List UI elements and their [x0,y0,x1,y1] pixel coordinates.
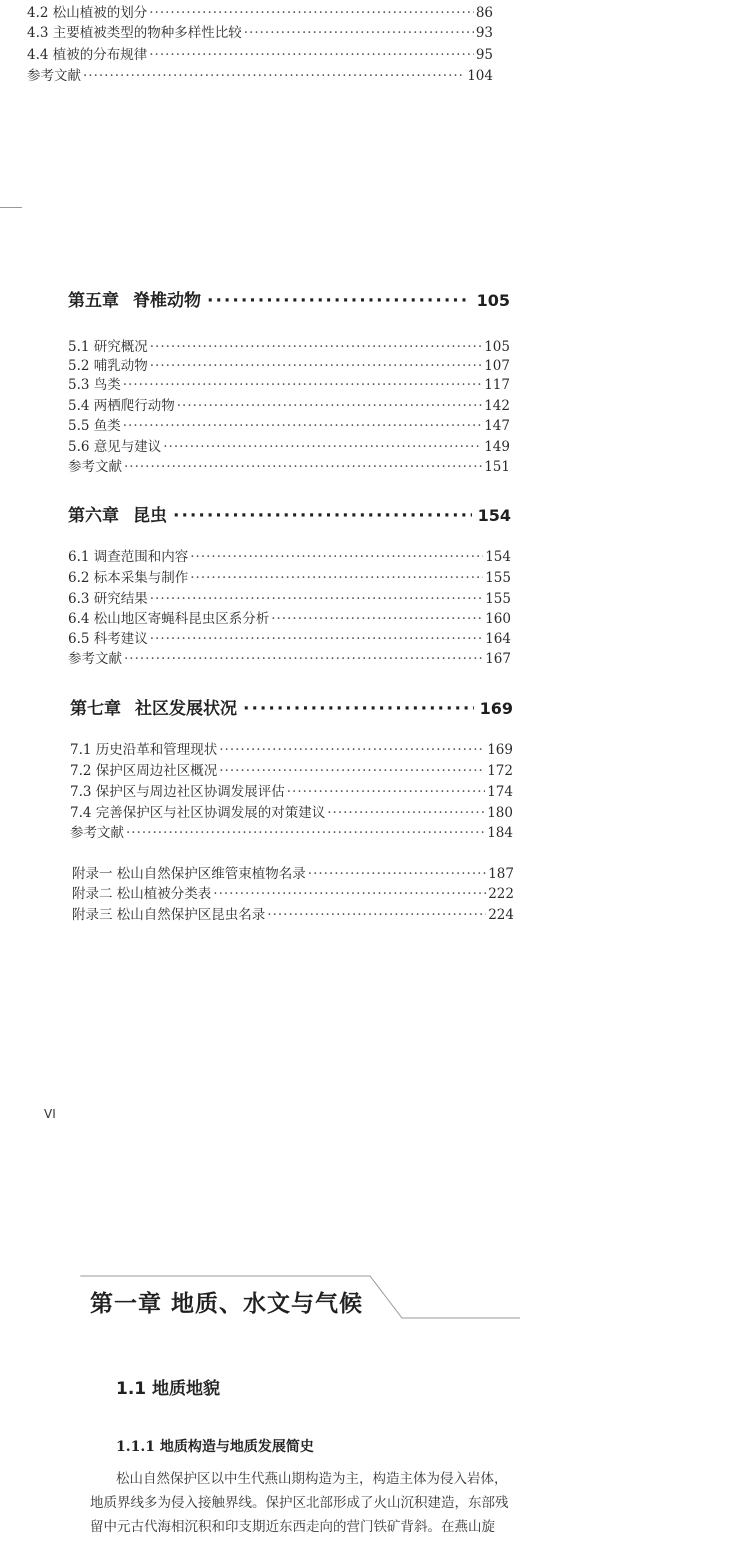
chapter-title: 第一章 地质、水文与气候 [90,1290,364,1317]
toc-entry: 6.2 标本采集与制作 ····· 155 [68,568,511,588]
toc-entry [27,66,493,86]
toc-appendix: 附录三 松山自然保护区昆虫名录 ····· 224 [72,905,514,925]
toc-entry [27,23,493,43]
chapter-number: 第七章 [70,699,121,719]
body-paragraph-line: 松山自然保护区以中生代燕山期构造为主，构造主体为侵入岩体， [116,1471,508,1487]
subsection-heading: 1.1.1 地质构造与地质发展简史 [116,1439,314,1455]
toc-entry: 6.1 调查范围和内容 ····· 154 [68,547,511,567]
page-number: VI [44,1107,56,1121]
toc-entry: 参考文献 ····· 184 [70,823,513,843]
toc-chapter-heading [70,694,513,719]
toc-entry: 参考文献 ····· 151 [68,457,510,477]
chapter-number: 第五章 [68,291,119,311]
toc-chapter-heading [68,501,511,526]
toc-entry: 5.2 哺乳动物 ····· 107 [68,356,510,376]
toc-entry: 7.4 完善保护区与社区协调发展的对策建议 ····· 180 [70,803,513,823]
chapter-page: 105 [476,291,510,310]
toc-entry-label: 参考文献 [27,68,81,84]
toc-entry-page: 104 [467,68,493,84]
toc-entry: 参考文献 ····· 167 [68,649,511,669]
chapter-page: 154 [477,506,511,525]
chapter-title: 脊椎动物 [133,291,201,311]
body-paragraph-line: 地质界线多为侵入接触界线。保护区北部形成了火山沉积建造，东部残 [90,1495,509,1511]
chapter-title: 社区发展状况 [135,699,237,719]
toc-appendix: 附录一 松山自然保护区维管束植物名录 ····· 187 [72,864,514,884]
toc-entry-page: 93 [475,25,493,41]
toc-entry: 5.6 意见与建议 ····· 149 [68,437,510,457]
toc-entry-label: 4.4 植被的分布规律 [27,47,148,63]
page-edge-mark [0,207,22,208]
toc-entry [27,3,493,23]
toc-entry: 5.5 鱼类 ····· 147 [68,416,510,436]
body-paragraph-line: 留中元古代海相沉积和印支期近东西走向的营门铁矿背斜。在燕山旋 [90,1519,495,1535]
toc-entry: 6.5 科考建议 ····· 164 [68,629,511,649]
chapter-number: 第六章 [68,506,119,526]
toc-entry: 6.3 研究结果 ····· 155 [68,589,511,609]
toc-chapter-heading [68,286,510,311]
toc-appendix: 附录二 松山植被分类表 ····· 222 [72,884,514,904]
toc-entry: 7.3 保护区与周边社区协调发展评估 ····· 174 [70,782,513,802]
toc-entry-page: 86 [475,5,493,21]
toc-entry: 5.3 鸟类 ····· 117 [68,375,510,395]
toc-entry-label: 4.3 主要植被类型的物种多样性比较 [27,25,242,41]
chapter-page: 169 [479,699,513,718]
toc-entry: 5.4 两栖爬行动物 ····· 142 [68,396,510,416]
toc-entry: 6.4 松山地区寄蝇科昆虫区系分析 ····· 160 [68,609,511,629]
toc-entry-page: 95 [475,47,493,63]
section-heading: 1.1 地质地貌 [116,1379,221,1399]
toc-entry: 5.1 研究概况 ····· 105 [68,337,510,357]
toc-entry: 7.2 保护区周边社区概况 ····· 172 [70,761,513,781]
toc-entry-label: 4.2 松山植被的划分 [27,5,148,21]
toc-entry: 7.1 历史沿革和管理现状 ····· 169 [70,740,513,760]
chapter-title: 昆虫 [133,506,167,526]
toc-entry [27,45,493,65]
